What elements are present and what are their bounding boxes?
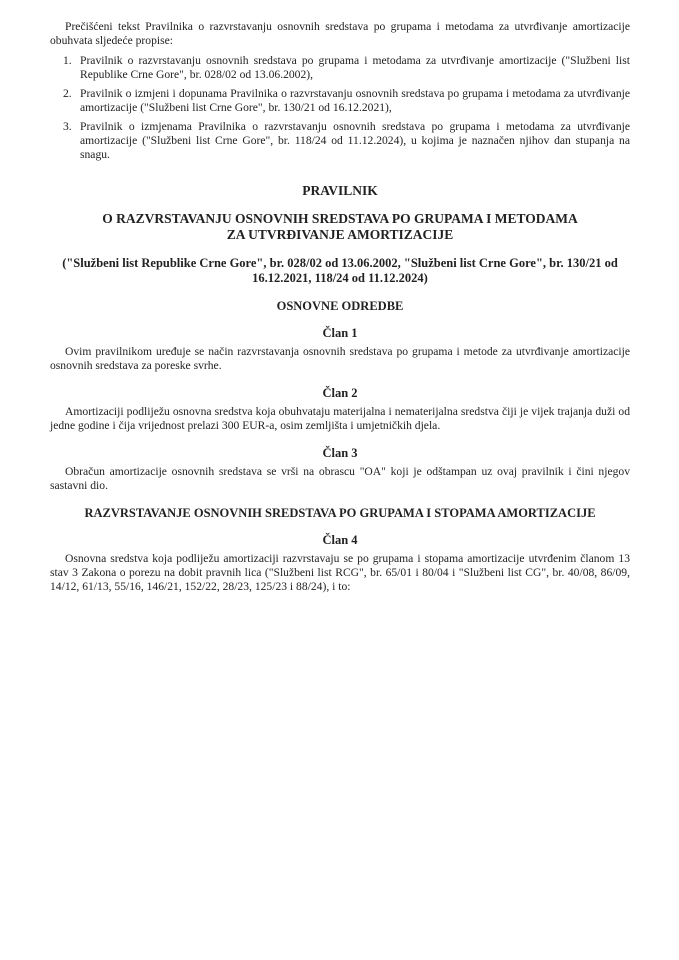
list-text: Pravilnik o razvrstavanju osnovnih sredstava po grupama i metodama za utvrđivanje amortizacije ("Službeni list Republike Crne Gore", br. 028/02 od 13.06.2002),: [80, 54, 630, 81]
list-number: 2.: [63, 87, 72, 100]
article-title: Član 1: [322, 326, 358, 340]
intro-paragraph: Prečišćeni tekst Pravilnika o razvrstavanju osnovnih sredstava po grupama i metodama za utvrđivanje amortizacije obuhvata sljedeće propise:: [50, 20, 630, 47]
article-title: Član 2: [322, 386, 358, 400]
citation: ("Službeni list Republike Crne Gore", br. 028/02 od 13.06.2002, "Službeni list Crne Gore", br. 130/21 od 16.12.2021, 118/24 od 11.12.2024): [62, 256, 618, 285]
list-item: [50, 120, 630, 162]
article-text: Osnovna sredstva koja podliježu amortizaciji razvrstavaju se po grupama i stopama amortizacije utvrđenim članom 13 stav 3 Zakona o porezu na dobit pravnih lica ("Službeni list RCG", br. 65/01 i 80/04 i "Službeni list CG", br. 40/08, 86/09, 14/12, 61/13, 55/16, 146/21, 152/22, 28/23, 125/23 i 88/24), i to:: [50, 552, 630, 593]
list-item: [50, 54, 630, 82]
article-title: Član 4: [322, 533, 358, 547]
doc-title: [50, 211, 630, 243]
doc-title-line2: ZA UTVRĐIVANJE AMORTIZACIJE: [226, 227, 454, 242]
article-title: Član 3: [322, 446, 358, 460]
list-number: 3.: [63, 120, 72, 133]
list-text: Pravilnik o izmjeni i dopunama Pravilnika o razvrstavanju osnovnih sredstava po grupama i metodama za utvrđivanje amortizacije ("Službeni list Crne Gore", br. 130/21 od 16.12.2021),: [80, 87, 630, 114]
article-text: Amortizaciji podliježu osnovna sredstva koja obuhvataju materijalna i nematerijalna sredstva čiji je vijek trajanja duži od jedne godine i čija vrijednost prelazi 300 EUR-a, osim zemljišta i umjetničkih djela.: [50, 405, 630, 432]
article-text: Ovim pravilnikom uređuje se način razvrstavanja osnovnih sredstava po grupama i metode za utvrđivanje amortizacije osnovnih sredstava za poreske svrhe.: [50, 345, 630, 372]
list-number: 1.: [63, 54, 72, 67]
document-page: [50, 20, 630, 594]
source-list: [50, 54, 630, 162]
article-text: Obračun amortizacije osnovnih sredstava se vrši na obrascu "OA" koji je odštampan uz ovaj pravilnik i čini njegov sastavni dio.: [50, 465, 630, 492]
section-heading: RAZVRSTAVANJE OSNOVNIH SREDSTAVA PO GRUPAMA I STOPAMA AMORTIZACIJE: [84, 506, 596, 520]
doc-title-line1: O RAZVRSTAVANJU OSNOVNIH SREDSTAVA PO GRUPAMA I METODAMA: [102, 211, 578, 226]
section-heading: OSNOVNE ODREDBE: [276, 299, 404, 313]
list-text: Pravilnik o izmjenama Pravilnika o razvrstavanju osnovnih sredstava po grupama i metodama za utvrđivanje amortizacije ("Službeni list Crne Gore", br. 118/24 od 11.12.2024), u kojima je naznačen njihov dan stupanja na snagu.: [80, 120, 630, 161]
doc-type-heading: PRAVILNIK: [302, 183, 378, 198]
list-item: [50, 87, 630, 115]
